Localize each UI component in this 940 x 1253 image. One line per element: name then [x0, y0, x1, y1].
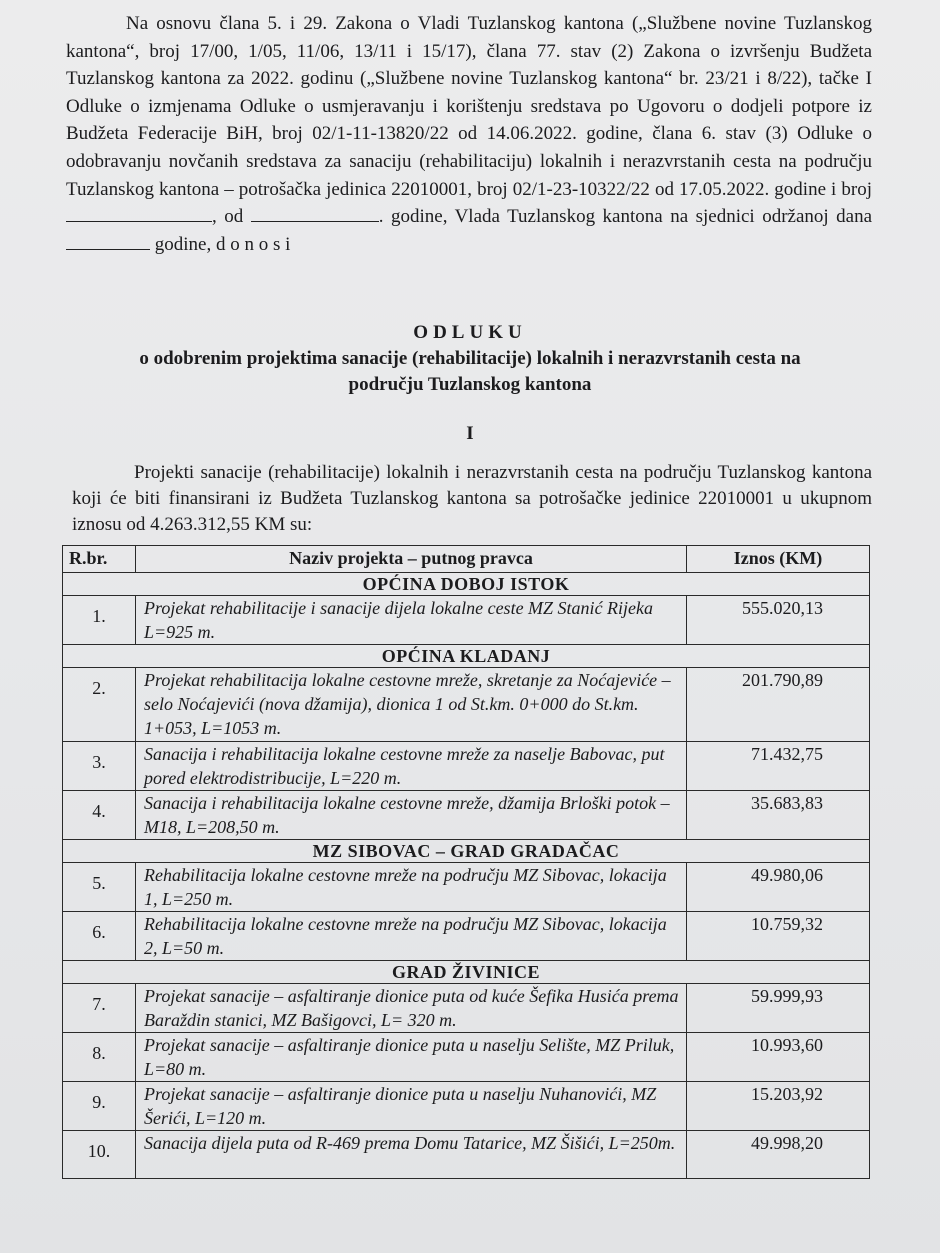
row-description: Rehabilitacija lokalne cestovne mreže na području MZ Sibovac, lokacija 2, L=50 m. [136, 912, 687, 961]
blank-number [66, 204, 212, 222]
section-row [63, 573, 870, 596]
row-number: 5. [63, 863, 136, 912]
row-amount: 555.020,13 [687, 596, 870, 645]
projects-table [62, 545, 870, 1179]
row-description: Rehabilitacija lokalne cestovne mreže na području MZ Sibovac, lokacija 1, L=250 m. [136, 863, 687, 912]
row-description: Sanacija i rehabilitacija lokalne cestovne mreže, džamija Brloški potok – M18, L=208,50 m. [136, 791, 687, 840]
table-row [63, 912, 870, 961]
subtitle-line-2: području Tuzlanskog kantona [348, 374, 592, 395]
header-iznos: Iznos (KM) [687, 546, 870, 573]
row-number: 2. [63, 668, 136, 742]
row-number: 3. [63, 742, 136, 791]
decision-subtitle [0, 346, 940, 398]
table-row [63, 1131, 870, 1179]
section-row [63, 840, 870, 863]
row-amount: 10.993,60 [687, 1033, 870, 1082]
subtitle-line-1: o odobrenim projektima sanacije (rehabilitacije) lokalnih i nerazvrstanih cesta na [139, 348, 801, 369]
section-title: MZ SIBOVAC – GRAD GRADAČAC [63, 840, 870, 863]
row-amount: 15.203,92 [687, 1082, 870, 1131]
row-description: Projekat sanacije – asfaltiranje dionice puta u naselju Nuhanovići, MZ Šerići, L=120 m. [136, 1082, 687, 1131]
row-description: Projekat sanacije – asfaltiranje dionice puta u naselju Selište, MZ Priluk, L=80 m. [136, 1033, 687, 1082]
row-number: 9. [63, 1082, 136, 1131]
table-row [63, 1082, 870, 1131]
row-number: 10. [63, 1131, 136, 1179]
row-amount: 10.759,32 [687, 912, 870, 961]
section-title: GRAD ŽIVINICE [63, 961, 870, 984]
blank-session-date [66, 232, 150, 250]
intro-text: Na osnovu člana 5. i 29. Zakona o Vladi Tuzlanskog kantona („Službene novine Tuzlanskog kantona“, broj 17/00, 1/05, 11/06, 13/11 i 15/17), člana 77. stav (2) Zakona o izvršenju Budžeta Tuzlanskog kantona za 2022. godinu („Službene novine Tuzlanskog kantona“ br. 23/21 i 8/22), tačke I Odluke o izmjenama Odluke o usmjeravanju i korištenju sredstava po Ugovoru o dodjeli potpore iz Budžeta Federacije BiH, broj 02/1-11-13820/22 od 14.06.2022. godine, člana 6. stav (3) Odluke o odobravanju novčanih sredstava za sanaciju (rehabilitaciju) lokalnih i nerazvrstanih cesta na području Tuzlanskog kantona – potrošačka jedinica 22010001, broj 02/1-23-10322/22 od 17.05.2022. godine i broj [66, 13, 872, 200]
row-description: Projekat rehabilitacije i sanacije dijela lokalne ceste MZ Stanić Rijeka L=925 m. [136, 596, 687, 645]
row-number: 8. [63, 1033, 136, 1082]
row-description: Sanacija i rehabilitacija lokalne cestovne mreže za naselje Babovac, put pored elektrodistribucije, L=220 m. [136, 742, 687, 791]
table-row [63, 984, 870, 1033]
intro-paragraph [66, 10, 872, 258]
section-number: I [466, 423, 474, 444]
row-amount: 49.980,06 [687, 863, 870, 912]
intro-text-2: , od [212, 206, 244, 228]
header-naziv: Naziv projekta – putnog pravca [136, 546, 687, 573]
section-title: OPĆINA DOBOJ ISTOK [63, 573, 870, 596]
row-number: 6. [63, 912, 136, 961]
table-row [63, 596, 870, 645]
intro-ending: godine, d o n o s i [154, 233, 291, 255]
row-amount: 49.998,20 [687, 1131, 870, 1179]
table-body [63, 573, 870, 1179]
table-header-row [63, 546, 870, 573]
section-row [63, 645, 870, 668]
row-amount: 35.683,83 [687, 791, 870, 840]
body-paragraph: Projekti sanacije (rehabilitacije) lokalnih i nerazvrstanih cesta na području Tuzlanskog kantona koji će biti finansirani iz Budžeta Tuzlanskog kantona sa potrošačke jedinice 22010001 u ukupnom iznosu od 4.263.312,55 KM su: [72, 462, 872, 535]
row-number: 4. [63, 791, 136, 840]
row-number: 7. [63, 984, 136, 1033]
table-row [63, 863, 870, 912]
table-row [63, 668, 870, 742]
header-rbr: R.br. [63, 546, 136, 573]
row-amount: 201.790,89 [687, 668, 870, 742]
decision-heading: ODLUKU [413, 322, 527, 343]
table-row [63, 1033, 870, 1082]
table-row [63, 742, 870, 791]
row-amount: 59.999,93 [687, 984, 870, 1033]
table-row [63, 791, 870, 840]
row-description: Sanacija dijela puta od R-469 prema Domu Tatarice, MZ Šišići, L=250m. [136, 1131, 687, 1179]
row-amount: 71.432,75 [687, 742, 870, 791]
row-number: 1. [63, 596, 136, 645]
row-description: Projekat sanacije – asfaltiranje dionice puta od kuće Šefika Husića prema Baraždin stanici, MZ Bašigovci, L= 320 m. [136, 984, 687, 1033]
section-title: OPĆINA KLADANJ [63, 645, 870, 668]
intro-text-3: . godine, Vlada Tuzlanskog kantona na sjednici održanoj dana [378, 206, 873, 228]
row-description: Projekat rehabilitacija lokalne cestovne mreže, skretanje za Noćajeviće – selo Noćajevići (nova džamija), dionica 1 od St.km. 0+000 do St.km. 1+053, L=1053 m. [136, 668, 687, 742]
section-row [63, 961, 870, 984]
blank-date [251, 204, 379, 222]
